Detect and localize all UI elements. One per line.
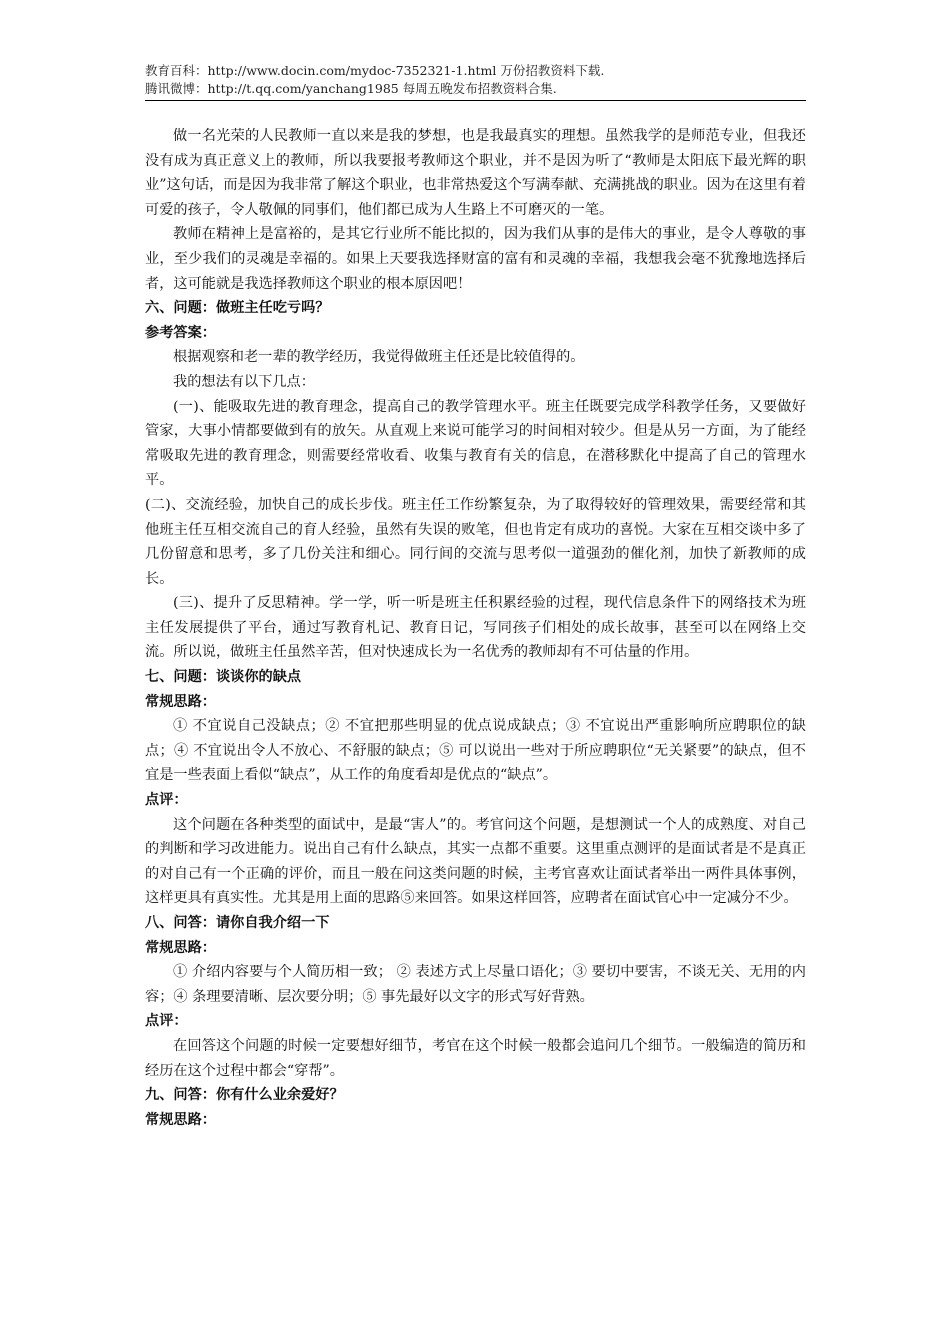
- paragraph: (三)、提升了反思精神。学一学，听一听是班主任积累经验的过程，现代信息条件下的网络技术为班主任发展提供了平台，通过写教育札记、教育日记，写同孩子们相处的成长故事，甚至可以在网络上交流。所以说，做班主任虽然辛苦，但对快速成长为一名优秀的教师却有不可估量的作用。: [145, 595, 806, 661]
- document-body: [145, 124, 806, 1132]
- page-header: [145, 62, 805, 98]
- section-heading: 九、问答：你有什么业余爱好？: [145, 1087, 344, 1104]
- section-heading: 六、问题：做班主任吃亏吗？: [145, 300, 330, 317]
- section-heading: 七、问题：谈谈你的缺点: [145, 669, 302, 686]
- header-line-1: 教育百科：http://www.docin.com/mydoc-7352321-1.html 万份招教资料下载.: [145, 63, 605, 78]
- subheading: 点评：: [145, 792, 188, 809]
- header-divider: [145, 100, 806, 101]
- section-heading: 八、问答：请你自我介绍一下: [145, 915, 330, 931]
- subheading: 点评：: [145, 1013, 188, 1030]
- paragraph: ① 不宜说自己没缺点；② 不宜把那些明显的优点说成缺点；③ 不宜说出严重影响所应聘职位的缺点；④ 不宜说出令人不放心、不舒服的缺点；⑤ 可以说出一些对于所应聘职位“无关紧要”的缺点，但不宜是一些表面上看似“缺点”，从工作的角度看却是优点的“缺点”。: [145, 718, 806, 784]
- paragraph: 我的想法有以下几点：: [173, 373, 315, 390]
- subheading: 常规思路：: [145, 939, 216, 956]
- paragraph: (一)、能吸取先进的教育理念，提高自己的教学管理水平。班主任既要完成学科教学任务，又要做好管家，大事小情都要做到有的放矢。从直观上来说可能学习的时间相对较少。但是从另一方面，为了能经常吸取先进的教育理念，则需要经常收看、收集与教育有关的信息，在潜移默化中提高了自己的管理水平。: [145, 398, 806, 489]
- header-line-2: 腾讯微博：http://t.qq.com/yanchang1985 每周五晚发布招教资料合集.: [145, 81, 557, 96]
- paragraph: 做一名光荣的人民教师一直以来是我的梦想，也是我最真实的理想。虽然我学的是师范专业，但我还没有成为真正意义上的教师，所以我要报考教师这个职业，并不是因为听了“教师是太阳底下最光辉的职业”这句话，而是因为我非常了解这个职业，也非常热爱这个写满奉献、充满挑战的职业。因为在这里有着可爱的孩子，令人敬佩的同事们，他们都已成为人生路上不可磨灭的一笔。: [145, 128, 806, 218]
- subheading: 常规思路：: [145, 1111, 216, 1128]
- paragraph: (二)、交流经验，加快自己的成长步伐。班主任工作纷繁复杂，为了取得较好的管理效果，需要经常和其他班主任互相交流自己的育人经验，虽然有失误的败笔，但也肯定有成功的喜悦。大家在互相交谈中多了几份留意和思考，多了几份关注和细心。同行间的交流与思考似一道强劲的催化剂，加快了新教师的成长。: [145, 496, 806, 587]
- paragraph: 这个问题在各种类型的面试中，是最“害人”的。考官问这个问题，是想测试一个人的成熟度、对自己的判断和学习改进能力。说出自己有什么缺点，其实一点都不重要。这里重点测评的是面试者是不是真正的对自己有一个正确的评价，而且一般在问这类问题的时候，主考官喜欢让面试者举出一两件具体事例，这样更具有真实性。尤其是用上面的思路⑤来回答。如果这样回答，应聘者在面试官心中一定减分不少。: [145, 816, 806, 907]
- subheading: 参考答案：: [145, 324, 216, 341]
- paragraph: ① 介绍内容要与个人简历相一致； ② 表述方式上尽量口语化；③ 要切中要害，不谈无关、无用的内容；④ 条理要清晰、层次要分明；⑤ 事先最好以文字的形式写好背熟。: [145, 964, 806, 1005]
- paragraph: 根据观察和老一辈的教学经历，我觉得做班主任还是比较值得的。: [173, 349, 585, 366]
- paragraph: 在回答这个问题的时候一定要想好细节，考官在这个时候一般都会追问几个细节。一般编造的简历和经历在这个过程中都会“穿帮”。: [145, 1037, 806, 1079]
- paragraph: 教师在精神上是富裕的，是其它行业所不能比拟的，因为我们从事的是伟大的事业，是令人尊敬的事业，至少我们的灵魂是幸福的。如果上天要我选择财富的富有和灵魂的幸福，我想我会毫不犹豫地选择后者，这可能就是我选择教师这个职业的根本原因吧！: [145, 226, 806, 292]
- subheading: 常规思路：: [145, 693, 216, 710]
